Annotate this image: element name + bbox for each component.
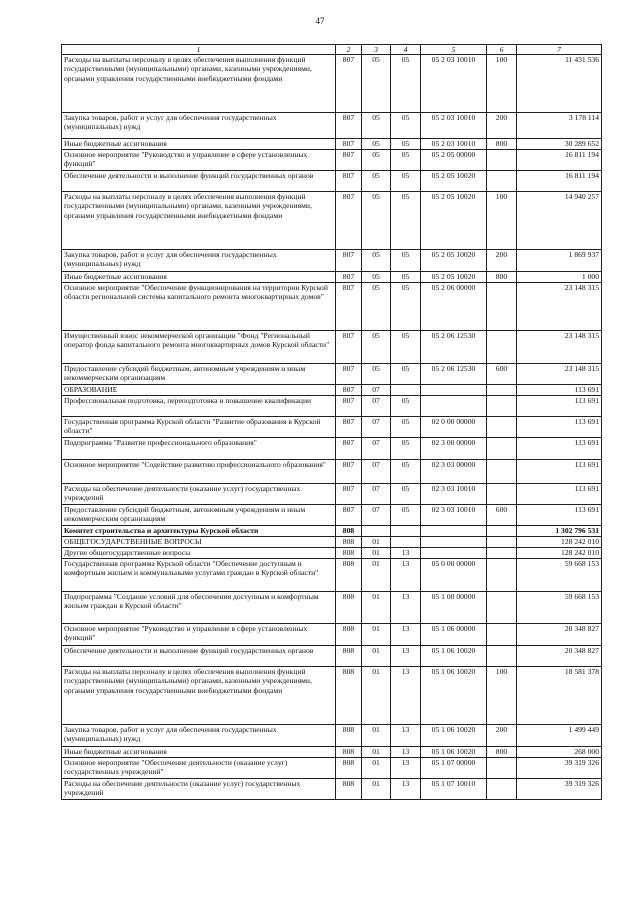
expense-type-code bbox=[487, 758, 517, 779]
subsection-code: 13 bbox=[391, 779, 421, 800]
expense-type-code: 200 bbox=[487, 725, 517, 747]
subsection-code: 05 bbox=[391, 417, 421, 438]
amount: 113 691 bbox=[517, 385, 602, 396]
table-row bbox=[62, 624, 602, 646]
ministry-code: 807 bbox=[336, 113, 362, 139]
expense-name: ОБРАЗОВАНИЕ bbox=[62, 385, 336, 396]
expense-type-code: 800 bbox=[487, 272, 517, 283]
expense-type-code bbox=[487, 624, 517, 646]
section-code: 05 bbox=[362, 150, 391, 171]
target-article-code: 05 2 06 12530 bbox=[421, 364, 487, 385]
subsection-code: 13 bbox=[391, 758, 421, 779]
target-article-code bbox=[421, 385, 487, 396]
table-row bbox=[62, 667, 602, 725]
section-code: 05 bbox=[362, 139, 391, 150]
ministry-code: 807 bbox=[336, 139, 362, 150]
amount: 113 691 bbox=[517, 417, 602, 438]
expense-name: Профессиональная подготовка, переподготовка и повышение квалификации bbox=[62, 396, 336, 417]
amount: 3 178 114 bbox=[517, 113, 602, 139]
expense-name: Государственная программа Курской области "Развитие образования в Курской области" bbox=[62, 417, 336, 438]
expense-name: Основное мероприятие "Обеспечение функционирования на территории Курской области региональной системы капитального ремонта многоквартирных домов" bbox=[62, 283, 336, 331]
amount: 11 431 536 bbox=[517, 55, 602, 113]
expense-type-code bbox=[487, 438, 517, 460]
target-article-code: 05 2 05 10020 bbox=[421, 272, 487, 283]
ministry-code: 808 bbox=[336, 758, 362, 779]
section-code: 07 bbox=[362, 460, 391, 484]
ministry-code: 808 bbox=[336, 667, 362, 725]
section-code: 05 bbox=[362, 192, 391, 250]
section-code: 01 bbox=[362, 592, 391, 624]
target-article-code: 05 2 05 10020 bbox=[421, 250, 487, 272]
subsection-code: 05 bbox=[391, 171, 421, 192]
section-code: 01 bbox=[362, 758, 391, 779]
column-number: 3 bbox=[362, 45, 391, 55]
table-row bbox=[62, 505, 602, 526]
target-article-code: 05 1 07 10010 bbox=[421, 779, 487, 800]
expense-name: Расходы на выплаты персоналу в целях обеспечения выполнения функций государственными (муниципальными) органами, казенными учреждениями, органами управления государственными внебюджетными фондами bbox=[62, 55, 336, 113]
ministry-code: 807 bbox=[336, 505, 362, 526]
ministry-code: 807 bbox=[336, 283, 362, 331]
ministry-code: 807 bbox=[336, 331, 362, 364]
ministry-code: 807 bbox=[336, 385, 362, 396]
expense-type-code bbox=[487, 460, 517, 484]
amount: 59 668 153 bbox=[517, 559, 602, 592]
expense-type-code bbox=[487, 537, 517, 548]
ministry-code: 808 bbox=[336, 725, 362, 747]
target-article-code: 05 2 05 10020 bbox=[421, 192, 487, 250]
ministry-code: 808 bbox=[336, 624, 362, 646]
expense-name: Расходы на обеспечение деятельности (оказание услуг) государственных учреждений bbox=[62, 484, 336, 505]
target-article-code: 02 3 03 10010 bbox=[421, 484, 487, 505]
section-code: 01 bbox=[362, 537, 391, 548]
ministry-code: 807 bbox=[336, 250, 362, 272]
target-article-code bbox=[421, 526, 487, 537]
section-code: 01 bbox=[362, 548, 391, 559]
expense-type-code bbox=[487, 283, 517, 331]
section-code: 07 bbox=[362, 438, 391, 460]
expense-type-code bbox=[487, 779, 517, 800]
column-number: 4 bbox=[391, 45, 421, 55]
section-code: 07 bbox=[362, 505, 391, 526]
target-article-code: 02 0 00 00000 bbox=[421, 417, 487, 438]
subsection-code: 05 bbox=[391, 331, 421, 364]
ministry-code: 807 bbox=[336, 192, 362, 250]
subsection-code: 05 bbox=[391, 139, 421, 150]
column-number: 5 bbox=[421, 45, 487, 55]
target-article-code: 05 1 06 10020 bbox=[421, 747, 487, 758]
ministry-code: 807 bbox=[336, 438, 362, 460]
table-row bbox=[62, 283, 602, 331]
expense-type-code: 200 bbox=[487, 250, 517, 272]
amount: 30 289 652 bbox=[517, 139, 602, 150]
subsection-code: 13 bbox=[391, 667, 421, 725]
table-row bbox=[62, 537, 602, 548]
column-number: 7 bbox=[517, 45, 602, 55]
amount: 113 691 bbox=[517, 460, 602, 484]
subsection-code: 13 bbox=[391, 725, 421, 747]
amount: 18 581 378 bbox=[517, 667, 602, 725]
subsection-code: 13 bbox=[391, 646, 421, 667]
table-row bbox=[62, 559, 602, 592]
subsection-code: 05 bbox=[391, 250, 421, 272]
section-code: 05 bbox=[362, 283, 391, 331]
ministry-code: 807 bbox=[336, 460, 362, 484]
target-article-code: 05 2 05 10020 bbox=[421, 171, 487, 192]
target-article-code: 05 2 03 10010 bbox=[421, 55, 487, 113]
table-row bbox=[62, 438, 602, 460]
subsection-code: 13 bbox=[391, 559, 421, 592]
ministry-code: 808 bbox=[336, 559, 362, 592]
section-code: 07 bbox=[362, 417, 391, 438]
expense-type-code bbox=[487, 331, 517, 364]
amount: 113 691 bbox=[517, 438, 602, 460]
section-code: 05 bbox=[362, 272, 391, 283]
ministry-code: 807 bbox=[336, 417, 362, 438]
expense-name: Обеспечение деятельности и выполнение функций государственных органов bbox=[62, 171, 336, 192]
ministry-code: 807 bbox=[336, 396, 362, 417]
expense-type-code bbox=[487, 396, 517, 417]
target-article-code: 05 1 07 00000 bbox=[421, 758, 487, 779]
amount: 113 691 bbox=[517, 505, 602, 526]
table-row bbox=[62, 55, 602, 113]
target-article-code: 05 2 03 10010 bbox=[421, 113, 487, 139]
subsection-code: 13 bbox=[391, 747, 421, 758]
table-row bbox=[62, 526, 602, 537]
amount: 128 242 010 bbox=[517, 548, 602, 559]
expense-name: Основное мероприятие "Обеспечение деятельности (оказание услуг) государственных учреждений" bbox=[62, 758, 336, 779]
subsection-code: 05 bbox=[391, 438, 421, 460]
amount: 14 940 257 bbox=[517, 192, 602, 250]
section-code: 07 bbox=[362, 385, 391, 396]
budget-table bbox=[61, 44, 602, 800]
ministry-code: 808 bbox=[336, 526, 362, 537]
amount: 1 000 bbox=[517, 272, 602, 283]
section-code: 07 bbox=[362, 484, 391, 505]
expense-type-code bbox=[487, 171, 517, 192]
expense-type-code bbox=[487, 548, 517, 559]
ministry-code: 807 bbox=[336, 484, 362, 505]
amount: 128 242 010 bbox=[517, 537, 602, 548]
subsection-code: 05 bbox=[391, 460, 421, 484]
section-code: 01 bbox=[362, 725, 391, 747]
expense-name: Основное мероприятие "Руководство и управление в сфере установленных функций" bbox=[62, 150, 336, 171]
table-row bbox=[62, 779, 602, 800]
subsection-code: 05 bbox=[391, 283, 421, 331]
table-row bbox=[62, 150, 602, 171]
section-code: 07 bbox=[362, 396, 391, 417]
expense-type-code bbox=[487, 592, 517, 624]
amount: 20 348 827 bbox=[517, 646, 602, 667]
table-row bbox=[62, 171, 602, 192]
subsection-code bbox=[391, 537, 421, 548]
target-article-code: 05 0 00 00000 bbox=[421, 559, 487, 592]
section-code: 01 bbox=[362, 646, 391, 667]
expense-name: Комитет строительства и архитектуры Курской области bbox=[62, 526, 336, 537]
section-code: 01 bbox=[362, 624, 391, 646]
expense-type-code: 100 bbox=[487, 55, 517, 113]
table-row bbox=[62, 548, 602, 559]
expense-name: Предоставление субсидий бюджетным, автономным учреждениям и иным некоммерческим организациям bbox=[62, 505, 336, 526]
section-code: 05 bbox=[362, 364, 391, 385]
ministry-code: 808 bbox=[336, 747, 362, 758]
amount: 23 148 315 bbox=[517, 364, 602, 385]
expense-name: Закупка товаров, работ и услуг для обеспечения государственных (муниципальных) нужд bbox=[62, 725, 336, 747]
table-row bbox=[62, 396, 602, 417]
target-article-code: 05 1 06 10020 bbox=[421, 646, 487, 667]
amount: 39 319 326 bbox=[517, 758, 602, 779]
target-article-code: 05 1 00 00000 bbox=[421, 592, 487, 624]
expense-type-code: 800 bbox=[487, 139, 517, 150]
section-code: 05 bbox=[362, 113, 391, 139]
section-code: 01 bbox=[362, 747, 391, 758]
ministry-code: 808 bbox=[336, 779, 362, 800]
amount: 23 148 315 bbox=[517, 283, 602, 331]
target-article-code: 05 1 06 10020 bbox=[421, 725, 487, 747]
table-row bbox=[62, 460, 602, 484]
column-number: 2 bbox=[336, 45, 362, 55]
target-article-code: 05 2 03 10010 bbox=[421, 139, 487, 150]
subsection-code: 13 bbox=[391, 624, 421, 646]
table-row bbox=[62, 646, 602, 667]
table-row bbox=[62, 364, 602, 385]
expense-type-code bbox=[487, 417, 517, 438]
ministry-code: 807 bbox=[336, 364, 362, 385]
subsection-code: 05 bbox=[391, 150, 421, 171]
table-row bbox=[62, 484, 602, 505]
subsection-code: 05 bbox=[391, 55, 421, 113]
table-row bbox=[62, 725, 602, 747]
ministry-code: 807 bbox=[336, 272, 362, 283]
expense-type-code bbox=[487, 646, 517, 667]
amount: 1 302 796 531 bbox=[517, 526, 602, 537]
subsection-code: 13 bbox=[391, 548, 421, 559]
target-article-code: 02 3 03 10010 bbox=[421, 505, 487, 526]
subsection-code: 05 bbox=[391, 364, 421, 385]
expense-type-code: 200 bbox=[487, 113, 517, 139]
subsection-code: 05 bbox=[391, 396, 421, 417]
expense-name: Расходы на обеспечение деятельности (оказание услуг) государственных учреждений bbox=[62, 779, 336, 800]
column-number-row bbox=[62, 45, 602, 55]
expense-type-code bbox=[487, 526, 517, 537]
amount: 39 319 326 bbox=[517, 779, 602, 800]
expense-type-code: 100 bbox=[487, 192, 517, 250]
expense-type-code bbox=[487, 559, 517, 592]
ministry-code: 808 bbox=[336, 537, 362, 548]
table-row bbox=[62, 747, 602, 758]
amount: 268 000 bbox=[517, 747, 602, 758]
ministry-code: 807 bbox=[336, 55, 362, 113]
expense-name: Другие общегосударственные вопросы bbox=[62, 548, 336, 559]
expense-name: ОБЩЕГОСУДАРСТВЕННЫЕ ВОПРОСЫ bbox=[62, 537, 336, 548]
subsection-code bbox=[391, 526, 421, 537]
target-article-code: 02 3 00 00000 bbox=[421, 438, 487, 460]
expense-type-code bbox=[487, 150, 517, 171]
target-article-code bbox=[421, 537, 487, 548]
expense-type-code: 100 bbox=[487, 667, 517, 725]
expense-name: Расходы на выплаты персоналу в целях обеспечения выполнения функций государственными (муниципальными) органами, казенными учреждениями, органами управления государственными внебюджетными фондами bbox=[62, 667, 336, 725]
subsection-code: 05 bbox=[391, 505, 421, 526]
amount: 16 811 194 bbox=[517, 171, 602, 192]
target-article-code: 05 1 06 10020 bbox=[421, 667, 487, 725]
target-article-code: 05 1 06 00000 bbox=[421, 624, 487, 646]
page-number: 47 bbox=[315, 16, 325, 26]
table-body bbox=[62, 55, 602, 800]
table-row bbox=[62, 385, 602, 396]
amount: 113 691 bbox=[517, 396, 602, 417]
expense-name: Расходы на выплаты персоналу в целях обеспечения выполнения функций государственными (муниципальными) органами, казенными учреждениями, органами управления государственными внебюджетными фондами bbox=[62, 192, 336, 250]
expense-type-code: 600 bbox=[487, 364, 517, 385]
amount: 20 348 827 bbox=[517, 624, 602, 646]
subsection-code: 05 bbox=[391, 272, 421, 283]
table-row bbox=[62, 250, 602, 272]
section-code: 05 bbox=[362, 331, 391, 364]
target-article-code: 05 2 06 00000 bbox=[421, 283, 487, 331]
subsection-code bbox=[391, 385, 421, 396]
table-row bbox=[62, 758, 602, 779]
ministry-code: 807 bbox=[336, 171, 362, 192]
target-article-code: 05 2 06 12530 bbox=[421, 331, 487, 364]
expense-name: Обеспечение деятельности и выполнение функций государственных органов bbox=[62, 646, 336, 667]
amount: 59 668 153 bbox=[517, 592, 602, 624]
target-article-code bbox=[421, 396, 487, 417]
expense-type-code: 800 bbox=[487, 747, 517, 758]
table-row bbox=[62, 331, 602, 364]
expense-name: Иные бюджетные ассигнования bbox=[62, 139, 336, 150]
subsection-code: 05 bbox=[391, 113, 421, 139]
section-code: 05 bbox=[362, 250, 391, 272]
subsection-code: 13 bbox=[391, 592, 421, 624]
table-row bbox=[62, 139, 602, 150]
column-number: 1 bbox=[62, 45, 336, 55]
expense-name: Иные бюджетные ассигнования bbox=[62, 747, 336, 758]
amount: 1 499 449 bbox=[517, 725, 602, 747]
section-code: 05 bbox=[362, 55, 391, 113]
target-article-code: 05 2 05 00000 bbox=[421, 150, 487, 171]
ministry-code: 808 bbox=[336, 646, 362, 667]
expense-name: Имущественный взнос некоммерческой организации "Фонд "Региональный оператор фонда капитального ремонта многоквартирных домов Курской области" bbox=[62, 331, 336, 364]
ministry-code: 807 bbox=[336, 150, 362, 171]
expense-type-code: 600 bbox=[487, 505, 517, 526]
expense-name: Государственная программа Курской области "Обеспечение доступным и комфортным жильем и коммунальными услугами граждан в Курской области" bbox=[62, 559, 336, 592]
table-header bbox=[62, 45, 602, 55]
table-row bbox=[62, 592, 602, 624]
subsection-code: 05 bbox=[391, 192, 421, 250]
target-article-code bbox=[421, 548, 487, 559]
ministry-code: 808 bbox=[336, 592, 362, 624]
amount: 113 691 bbox=[517, 484, 602, 505]
expense-name: Иные бюджетные ассигнования bbox=[62, 272, 336, 283]
amount: 23 148 315 bbox=[517, 331, 602, 364]
section-code: 05 bbox=[362, 171, 391, 192]
table-row bbox=[62, 272, 602, 283]
section-code: 01 bbox=[362, 667, 391, 725]
ministry-code: 808 bbox=[336, 548, 362, 559]
section-code: 01 bbox=[362, 559, 391, 592]
section-code bbox=[362, 526, 391, 537]
section-code: 01 bbox=[362, 779, 391, 800]
subsection-code: 05 bbox=[391, 484, 421, 505]
expense-name: Основное мероприятие "Содействие развитию профессионального образования" bbox=[62, 460, 336, 484]
expense-name: Подпрограмма "Развитие профессионального образования" bbox=[62, 438, 336, 460]
table-row bbox=[62, 417, 602, 438]
table-row bbox=[62, 113, 602, 139]
expense-name: Подпрограмма "Создание условий для обеспечения доступным и комфортным жильем граждан в Курской области" bbox=[62, 592, 336, 624]
amount: 1 869 937 bbox=[517, 250, 602, 272]
expense-name: Закупка товаров, работ и услуг для обеспечения государственных (муниципальных) нужд bbox=[62, 250, 336, 272]
column-number: 6 bbox=[487, 45, 517, 55]
target-article-code: 02 3 03 00000 bbox=[421, 460, 487, 484]
expense-name: Основное мероприятие "Руководство и управление в сфере установленных функций" bbox=[62, 624, 336, 646]
amount: 16 811 194 bbox=[517, 150, 602, 171]
expense-name: Закупка товаров, работ и услуг для обеспечения государственных (муниципальных) нужд bbox=[62, 113, 336, 139]
table-row bbox=[62, 192, 602, 250]
expense-name: Предоставление субсидий бюджетным, автономным учреждениям и иным некоммерческим организациям bbox=[62, 364, 336, 385]
expense-type-code bbox=[487, 484, 517, 505]
expense-type-code bbox=[487, 385, 517, 396]
